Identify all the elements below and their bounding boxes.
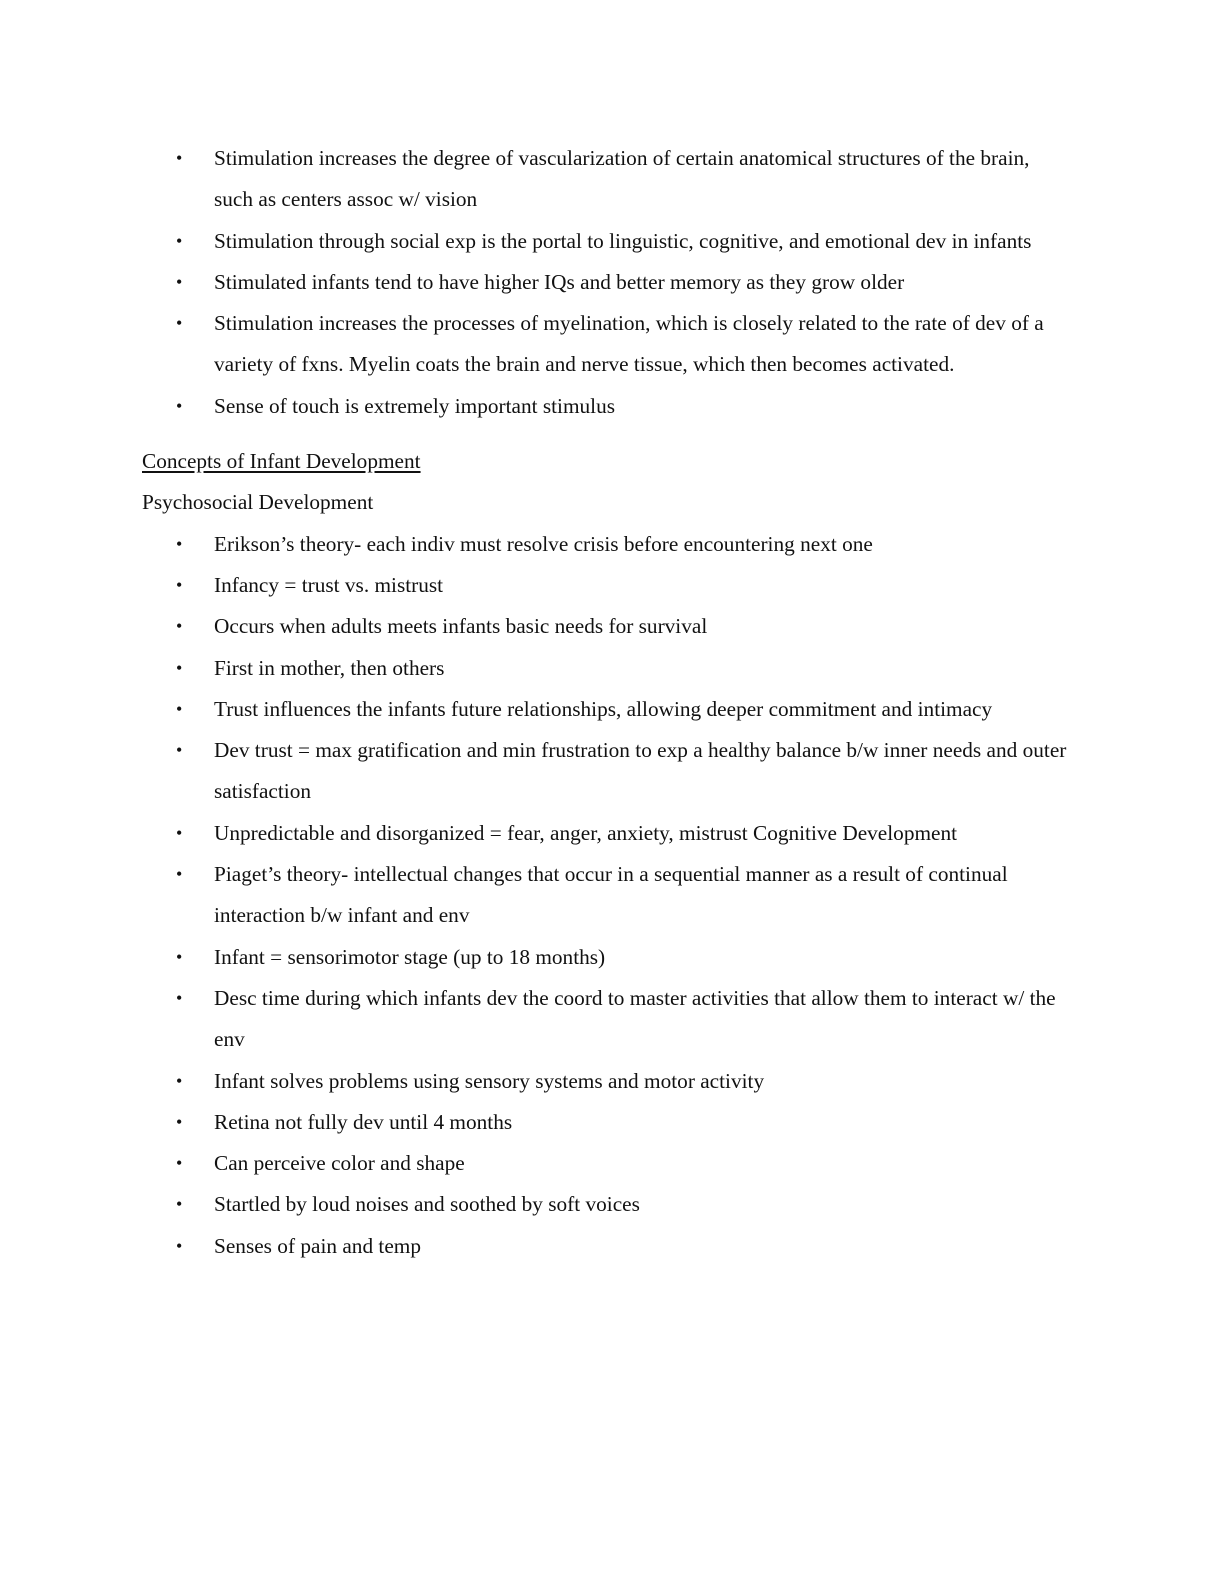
- bullet-icon: •: [176, 698, 183, 719]
- bullet-icon: •: [176, 822, 183, 843]
- bullet-icon: •: [176, 271, 183, 292]
- bullet-icon: •: [176, 148, 183, 168]
- list-item: [142, 524, 1072, 565]
- list-item-text: Stimulated infants tend to have higher IQs and better memory as they grow older: [214, 269, 905, 294]
- list-item-text: Piaget’s theory- intellectual changes that occur in a sequential manner as a result of continual interaction b/w infant and env: [214, 862, 1008, 928]
- list-item-text: Stimulation increases the degree of vascularization of certain anatomical structures of the brain, such as centers assoc w/ vision: [214, 146, 1030, 212]
- list-item-text: Occurs when adults meets infants basic needs for survival: [214, 614, 708, 639]
- list-item-text: Unpredictable and disorganized = fear, anger, anxiety, mistrust Cognitive Development: [214, 820, 958, 845]
- document-body: [142, 138, 1072, 1267]
- list-item-text: Stimulation through social exp is the portal to linguistic, cognitive, and emotional dev in infants: [214, 228, 1032, 253]
- bottom-bullet-list: [142, 524, 1072, 1267]
- list-item-text: Infant = sensorimotor stage (up to 18 months): [214, 944, 606, 969]
- list-item: [142, 978, 1072, 1061]
- list-item-text: Startled by loud noises and soothed by soft voices: [214, 1192, 640, 1217]
- bullet-icon: •: [176, 574, 183, 595]
- bullet-icon: •: [176, 1070, 183, 1091]
- list-item: [142, 565, 1072, 606]
- top-bullet-list: [142, 138, 1072, 427]
- section-heading: Concepts of Infant Development: [142, 449, 421, 474]
- bullet-icon: •: [176, 1235, 183, 1256]
- list-item: [142, 1102, 1072, 1143]
- list-item: [142, 221, 1072, 262]
- list-item: [142, 1184, 1072, 1225]
- bullet-icon: •: [176, 987, 183, 1008]
- list-item: [142, 1143, 1072, 1184]
- list-item-text: Senses of pain and temp: [214, 1233, 422, 1258]
- list-item: [142, 303, 1072, 386]
- list-item: [142, 386, 1072, 427]
- bullet-icon: •: [176, 946, 183, 967]
- list-item-text: Retina not fully dev until 4 months: [214, 1109, 513, 1134]
- bullet-icon: •: [176, 616, 183, 637]
- bullet-icon: •: [176, 230, 183, 251]
- bullet-icon: •: [176, 533, 183, 554]
- list-item: [142, 648, 1072, 689]
- list-item: [142, 1061, 1072, 1102]
- list-item-text: Dev trust = max gratification and min frustration to exp a healthy balance b/w inner needs and outer satisfaction: [214, 738, 1067, 804]
- list-item-text: Desc time during which infants dev the coord to master activities that allow them to interact w/ the env: [214, 985, 1056, 1052]
- list-item-text: Stimulation increases the processes of myelination, which is closely related to the rate of dev of a variety of fxns. Myelin coats the brain and nerve tissue, which then becomes activated.: [214, 311, 1044, 377]
- bullet-icon: •: [176, 657, 183, 678]
- sub-heading: Psychosocial Development: [142, 490, 374, 515]
- bullet-icon: •: [176, 1153, 183, 1174]
- bullet-icon: •: [176, 864, 183, 885]
- list-item-text: Erikson’s theory- each indiv must resolve crisis before encountering next one: [214, 531, 873, 556]
- bullet-icon: •: [176, 1194, 183, 1215]
- list-item-text: First in mother, then others: [214, 655, 445, 680]
- list-item: [142, 606, 1072, 647]
- list-item: [142, 854, 1072, 937]
- list-item: [142, 262, 1072, 303]
- list-item-text: Sense of touch is extremely important stimulus: [214, 393, 616, 418]
- list-item: [142, 937, 1072, 978]
- list-item-text: Can perceive color and shape: [214, 1151, 465, 1176]
- bullet-icon: •: [176, 1111, 183, 1132]
- list-item-text: Infancy = trust vs. mistrust: [214, 572, 444, 597]
- list-item: [142, 1226, 1072, 1267]
- list-item: [142, 813, 1072, 854]
- bullet-icon: •: [176, 313, 183, 334]
- list-item-text: Trust influences the infants future relationships, allowing deeper commitment and intimacy: [214, 696, 993, 721]
- list-item: [142, 730, 1072, 813]
- bullet-icon: •: [176, 740, 183, 761]
- list-item: [142, 138, 1072, 221]
- list-item: [142, 689, 1072, 730]
- bullet-icon: •: [176, 395, 183, 416]
- list-item-text: Infant solves problems using sensory systems and motor activity: [214, 1068, 765, 1093]
